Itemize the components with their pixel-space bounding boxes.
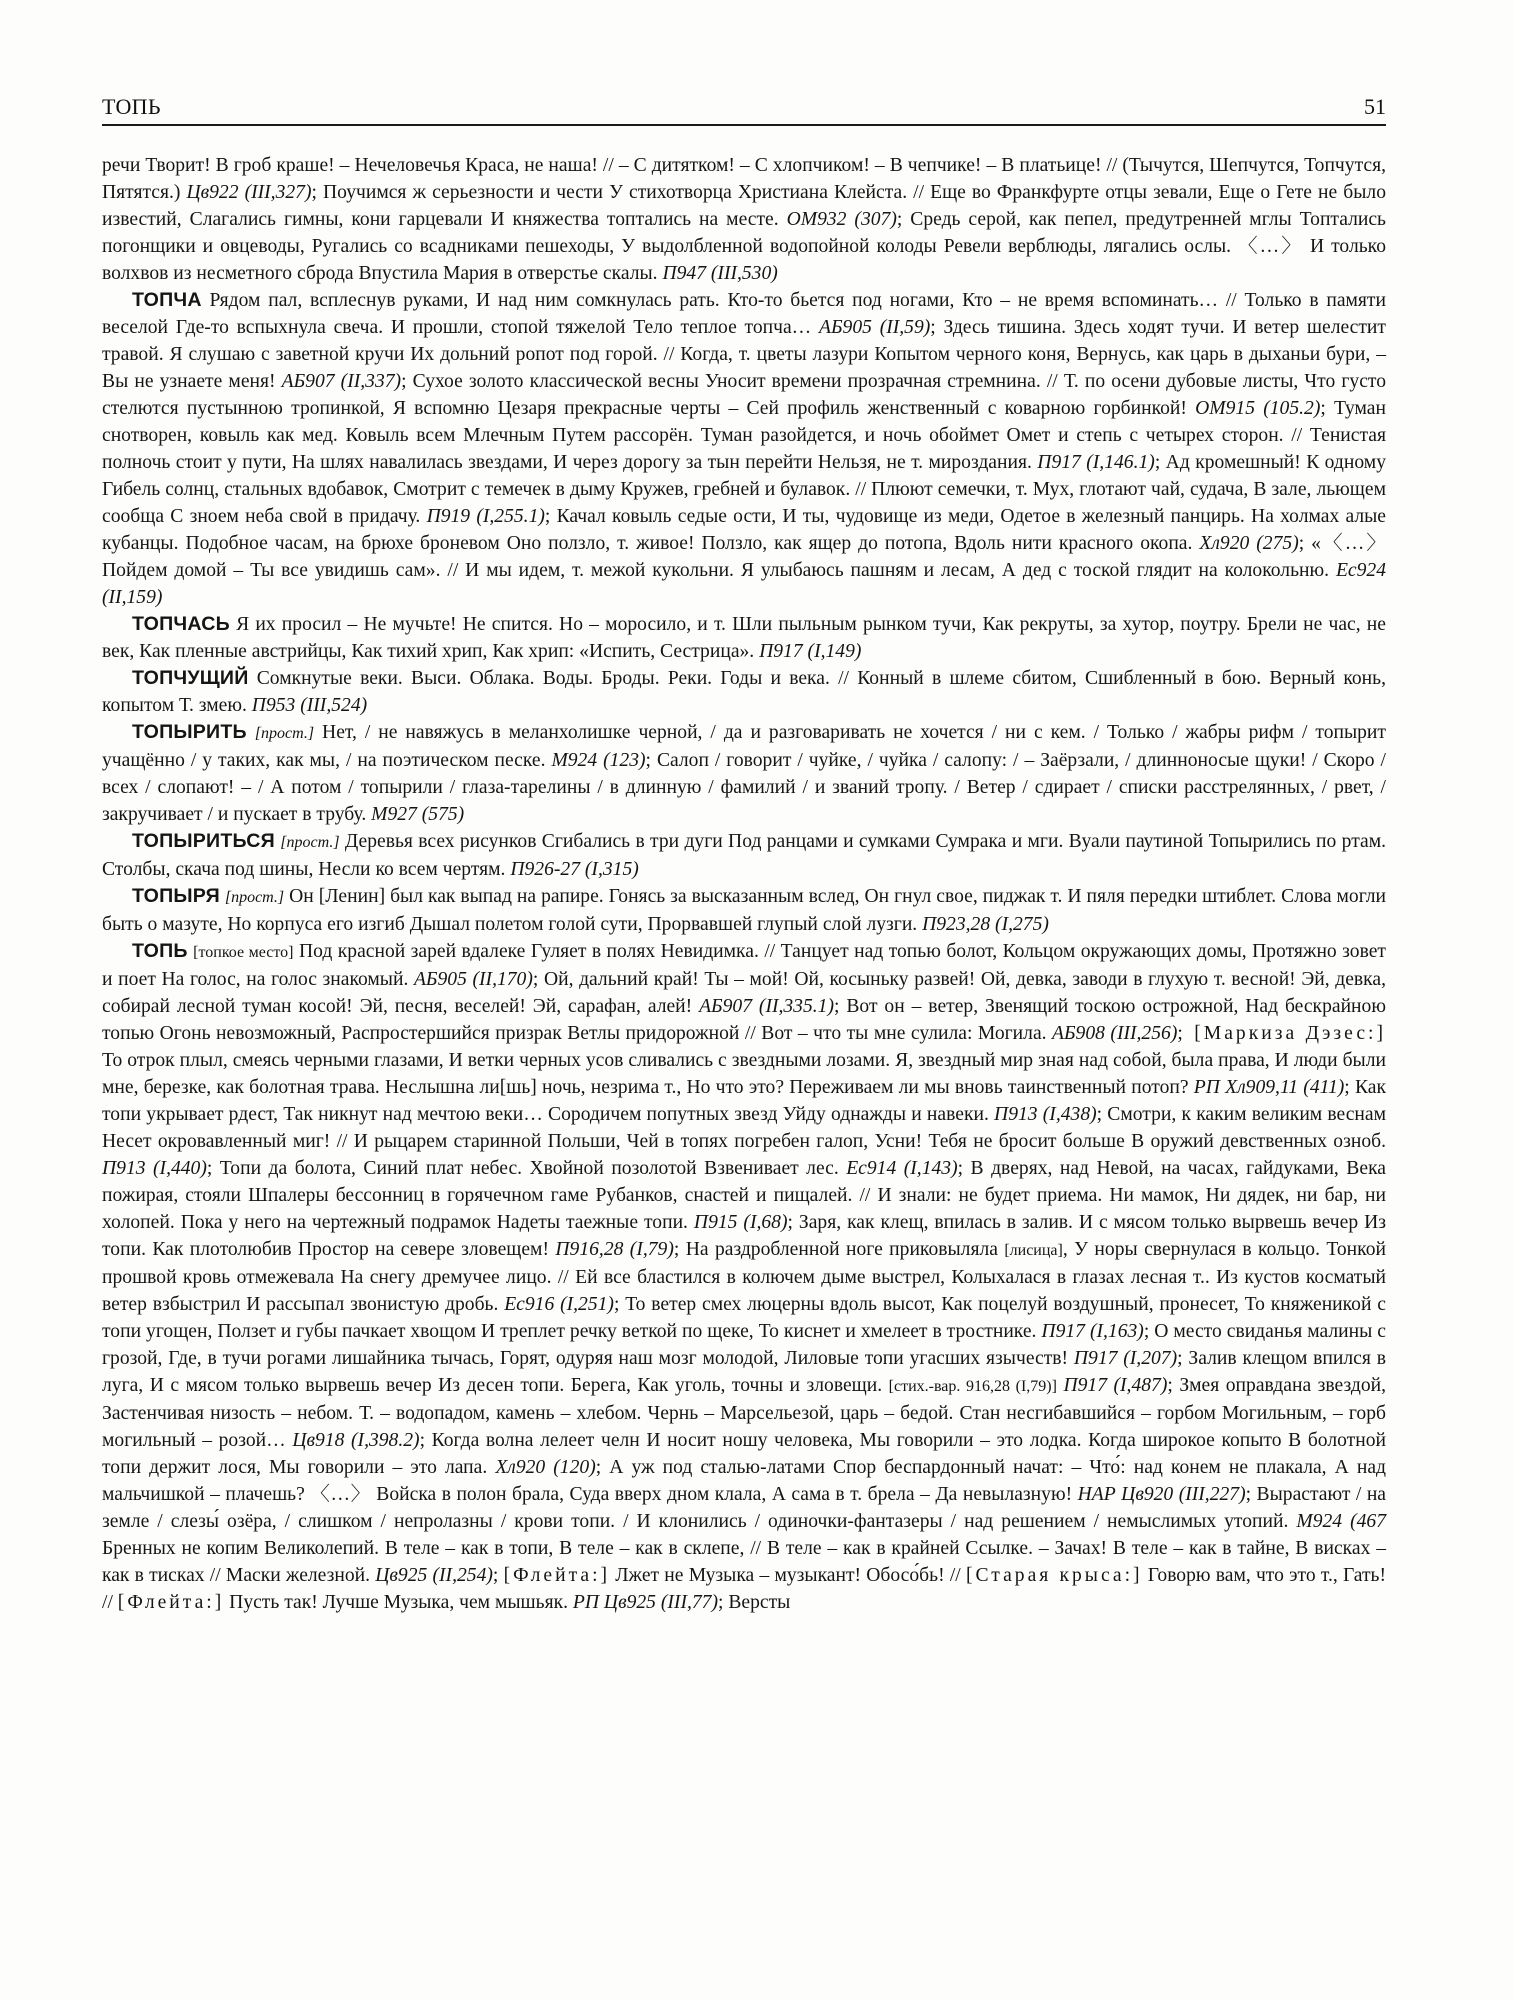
speaker-label: ; [Маркиза Дэзес:] [1177,1023,1386,1044]
editorial-note: [лисица] [1004,1242,1063,1259]
entry-text: Пусть так! Лучше Музыка, чем мышьяк. [224,1592,573,1613]
entry-text: ; Вырастают / на земле / слезы́ озёра, / слишком / непролазны / крови топи. / И клонились / одиночки-фантазеры / над решением / немыслимых утопий. [102,1484,1386,1532]
entry-text: ; О место свиданья малины с грозой, Где, в тучи рогами лишайника тычась, Горят, одуряя наш мозг молодой, Лиловые топи угасших язычеств! [102,1321,1386,1369]
source-reference: АБ908 (III,256) [1052,1023,1178,1044]
entry-text: ; То ветер смех люцерны вдоль высот, Как поцелуй воздушный, пронесет, То княженикой с топи угощен, Ползет и губы пачкает хвощом И треплет речку веткой по щеке, То киснет и хмелеет в тростнике. [102,1294,1386,1342]
source-reference: П913 (I,440) [102,1158,207,1179]
entry-text: ; Ад кромешный! К одному Гибель солнц, стальных вдобавок, Смотрит с темечек в дыму Кружев, гребней и булавок. // Плюют семечки, т. Мух, глотают чай, судача, В зале, льющем сообща С зноем неба свой в придачу. [102,452,1386,527]
source-reference: П953 (III,524) [251,695,368,716]
entry-text: ; Когда волна лелеет челн И носит ношу человека, Мы говорили – это лодка. Когда широкое копыто В болотной топи держит лося, Мы говорили – это лапа. [102,1430,1386,1478]
source-reference: П913 (I,438) [994,1104,1097,1125]
entry-text: ; Вот он – ветер, Звенящий тоскою острожной, Над бескрайною топью Огонь невозможный, Распростершийся призрак Ветлы придорожной // Вот – что ты мне сулила: Могила. [102,996,1386,1044]
entry-text: Деревья всех рисунков Сгибались в три дуги Под ранцами и сумками Сумрака и мги. Вуали паутиной Топырились по ртам. Столбы, скача под шины, Несли ко всем чертям. [102,831,1387,880]
entry-text: ; Змея оправдана звездой, Застенчивая низость – небом. Т. – водопадом, камень – хлебом. Чернь – Марсельезой, царь – бедой. Стан несгибавшийся – горбом Могильным, – горб могильный – розой… [102,1375,1386,1451]
entry-text: То отрок плыл, смеясь черными глазами, И ветки черных усов сливались с звездными лозами. Я, звездный мир зная над собой, была права, И люди были мне, березке, как болотная трава. Неслышна ли[шь] ночь, незрима т., Но что это? Переживаем ли мы вновь таинственный потоп? [102,1050,1386,1098]
source-reference: П915 (I,68) [693,1212,788,1233]
entry-text: ; На раздробленной ноге приковыляла [673,1239,1005,1260]
source-reference: Цв922 (III,327) [186,182,312,203]
entry-text: Лжет не Музыка – музыкант! Обосо́бь! // [610,1565,966,1586]
source-reference: П917 (I,207) [1073,1348,1178,1369]
headword: ТОПЫРЯ [132,885,220,907]
source-reference: Хл920 (120) [495,1457,596,1478]
running-head: ТОПЬ [102,94,161,119]
source-reference: Ес914 (I,143) [846,1158,958,1179]
headword: ТОПЫРИТЬСЯ [132,830,275,852]
entry-text: Я их просил – Не мучьте! Не спится. Но – моросило, и т. Шли пыльным рынком тучи, Как рекруты, за хутор, поутру. Брели не час, не век, Как пленные австрийцы, Как тихий хрип, Как хрип: «Испить, Сестрица». [102,614,1386,662]
source-reference: М927 (575) [371,804,465,825]
speaker-label: [Флейта:] [503,1565,611,1586]
entry-text: ; Ой, дальний край! Ты – мой! Ой, косыньку развей! Ой, девка, заводи в глухую т. весной! Эй, девка, собирай лесной туман косой! Эй, песня, веселей! Эй, сарафан, алей! [102,969,1386,1017]
source-reference: РП Хл909,11 (411) [1193,1077,1345,1098]
source-reference: ОМ915 (105.2) [1195,398,1321,419]
entry-text: ; Смотри, к каким великим веснам Несет окровавленный миг! // И рыцарем старинной Польши, Чей в топях погребен галоп, Усни! Тебя не бросит больше В оружий девственных озноб. [102,1104,1386,1152]
entry-text: Под красной зарей вдалеке Гуляет в полях Невидимка. // Танцует над топью болот, Кольцом окружающих домы, Протяжно зовет и поет На голос, на голос знакомый. [102,941,1386,990]
source-reference: П917 (I,149) [759,641,862,662]
entry-text: Говорю вам, что это т., Гать! // [102,1565,1387,1613]
dictionary-body [102,152,1386,1616]
entry-text: ; Заря, как клещ, впилась в залив. И с мясом только вырвешь вечер Из топи. Как плотолюбив Простор на севере зловещем! [102,1212,1386,1260]
dictionary-entry [102,719,1386,828]
dictionary-entry [102,938,1386,1616]
source-reference: М924 (467 [1296,1511,1387,1532]
source-reference: РП Цв925 (III,77) [572,1592,718,1613]
speaker-label: [Флейта:] [117,1592,225,1613]
headword: ТОПЫРИТЬ [132,721,247,743]
entry-text: Нет, / не навяжусь в меланхолишке черной, / да и разговаривать не хочется / ни с кем. / Только / жабры рифм / топырит учащённо / у таких, как мы, / на поэтическом песке. [102,722,1386,771]
source-reference: П947 (III,530) [662,263,778,284]
entry-text: ; Версты [717,1592,791,1613]
entry-text: ; Топи да болота, Синий плат небес. Хвойной позолотой Взвенивает лес. [206,1158,847,1179]
headword: ТОПЬ [132,940,188,962]
dictionary-entry [102,611,1386,665]
entry-text: ; «〈…〉 Пойдем домой – Ты все увидишь сам». // И мы идем, т. межой кукольни. Я улыбаюсь пашням и лесам, А дед с тоской глядит на колокольню. [102,533,1386,581]
entry-text: ; А уж под сталью-латами Спор беспардонный начат: – Что́: над конем не плакала, А над мальчишкой – плачешь? 〈…〉 Войска в полон брала, Суда вверх дном клала, А сама в т. брела – Да невылазную! [102,1457,1386,1505]
source-reference: П916,28 (I,79) [555,1239,674,1260]
source-reference: Ес916 (I,251) [504,1294,614,1315]
entry-text: ; Здесь тишина. Здесь ходят тучи. И ветер шелестит травой. Я слушаю с заветной кручи Их дольний ропот под горой. // Когда, т. цветы лазури Копытом черного коня, Вернусь, как царь в дыханьи бури, – Вы не узнаете меня! [102,317,1386,392]
entry-text: речи Творит! В гроб краше! – Нечеловечья Краса, не наша! // – С дитятком! – С хлопчиком! – В чепчике! – В платьице! // (Тычутся, Шепчутся, Топчутся, Пятятся.) [102,155,1386,203]
entry-text: ; Как топи укрывает рдест, Так никнут над мечтою веки… Сородичем попутных звезд Уйду однажды и навеки. [102,1077,1386,1125]
entry-continuation [102,152,1386,287]
dictionary-entry [102,287,1386,611]
source-reference: М924 (123) [551,750,646,771]
entry-text: ; Салоп / говорит / чуйке, / чуйка / салопу: / – Заёрзали, / длинноносые щуки! / Скоро / всех / слопают! – / А потом / топырили / глаза-тарелины / в длинную / фамилий / и званий тропу. / Ветер / сдирает / списки расстрелянных, / рвет, / закручивает / и пускает в трубу. [102,750,1386,825]
source-reference: П919 (I,255.1) [426,506,545,527]
source-reference: АБ907 (II,337) [281,371,402,392]
dictionary-entry [102,883,1386,938]
usage-label: [прост.] [254,725,315,742]
speaker-label: [Старая крыса:] [965,1565,1143,1586]
source-reference: Хл920 (275) [1199,533,1299,554]
source-reference: АБ907 (II,335.1) [699,996,834,1017]
entry-text: Сомкнутые веки. Выси. Облака. Воды. Броды. Реки. Годы и века. // Конный в шлеме сбитом, Сшибленный в бою. Верный конь, копытом Т. змею. [102,668,1386,716]
entry-text [247,722,255,743]
dictionary-entry [102,665,1386,719]
source-reference: АБ905 (II,59) [819,317,931,338]
entry-text: ; Качал ковыль седые ости, И ты, чудовище из меди, Одетое в железный панцирь. На холмах алые кубанцы. Подобное часам, на брюхе броневом Оно ползло, т. живое! Ползло, как ящер до потопа, Вдоль нити красного окопа. [102,506,1386,554]
page-number: 51 [1364,94,1386,119]
entry-text: ; Сухое золото классической весны Уносит времени прозрачная стремнина. // Т. по осени дубовые листы, Что густо стелются пустынною тропинкой, Я вспомню Цезаря прекрасные черты – Сей профиль женственный с коварною горбинкой! [102,371,1386,419]
entry-text: ; Поучимся ж серьезности и чести У стихотворца Христиана Клейста. // Еще во Франкфурте отцы зевали, Еще о Гете не было известий, Слагались гимны, кони гарцевали И княжества топтались на месте. [102,182,1387,230]
source-reference: ОМ932 (307) [786,209,897,230]
source-reference: П923,28 (I,275) [922,914,1049,935]
source-reference: П917 (I,163) [1041,1321,1144,1342]
entry-text: Бренных не копим Великолепий. В теле – как в топи, В теле – как в склепе, // В теле – как в крайней Ссылке. – Зачах! В теле – как в тайне, В висках – как в тисках // Маски железной. [102,1538,1386,1586]
source-reference: АБ905 (II,170) [413,969,533,990]
entry-text: Он [Ленин] был как выпад на рапире. Гонясь за высказанным вслед, Он гнул свое, пиджак т. И пяля передки штиблет. Слова могли быть о мазуте, Но корпуса его изгиб Дышал полетом голой сути, Прорвавшей глупый слой лузги. [102,886,1386,935]
entry-text: Рядом пал, всплеснув руками, И над ним сомкнулась рать. Кто-то бьется под ногами, Кто – не время вспоминать… // Только в памяти веселой Где-то вспыхнула свеча. И прошли, стопой тяжелой Тело теплое топча… [102,290,1386,338]
source-reference: Ес924 (II,159) [102,560,1386,608]
entry-text: ; Туман снотворен, ковыль как мед. Ковыль всем Млечным Путем рассорён. Туман разойдется, и ночь обоймет Омет и степь с четырех сторон. // Тенистая полночь стоит у пути, На шлях навалилась звездами, И через дорогу за тын перейти Нельзя, не т. мироздания. [102,398,1386,473]
page-header [102,94,1386,126]
entry-text: ; [492,1565,504,1586]
usage-label: [прост.] [224,889,285,906]
entry-text: , У норы свернулася в кольцо. Тонкой прошвой кровь отмежевала На снегу дремучее лицо. // Ей все бластился в колючем дыме выстрел, Колыхалася в глазах лесная т.. Из кустов косматый ветер взбыстрил И рассыпал звонистую дробь. [102,1239,1386,1315]
source-reference: Цв925 (II,254) [375,1565,493,1586]
entry-text: ; В дверях, над Невой, на часах, гайдуками, Века пожирая, стояли Шпалеры бессонниц в горячечном гаме Рубанков, снастей и пищалей. // И знали: не будет приема. Ни мамок, Ни дядек, ни бар, ни холопей. Пока у него на чертежный подрамок Надеты таежные топи. [102,1158,1386,1233]
entry-text: ; Средь серой, как пепел, предутренней мглы Топтались погонщики и овцеводы, Ругались со всадниками пешеходы, У выдолбленной водопойной колоды Ревели верблюды, лягались ослы. 〈…〉 И только волхвов из несметного сброда Впустила Мария в отверстье скалы. [102,209,1386,284]
headword: ТОПЧУЩИЙ [132,667,249,689]
source-reference: П926-27 (I,315) [510,859,639,880]
source-reference: НАР Цв920 (III,227) [1077,1484,1246,1505]
source-reference: Цв918 (I,398.2) [292,1430,420,1451]
headword: ТОПЧА [132,289,202,311]
entry-text: ; Залив клещом впился в луга, И с мясом только вырвешь вечер Из десен топи. Берега, Как уголь, точны и зловещи. [102,1348,1386,1396]
dictionary-entry [102,828,1386,883]
headword: ТОПЧАСЬ [132,613,230,635]
editorial-note: [стих.-вар. 916,28 (I,79)] [888,1378,1057,1395]
editorial-note: [топкое место] [193,944,294,961]
usage-label: [прост.] [280,834,340,851]
source-reference: П917 (I,487) [1063,1375,1168,1396]
source-reference: П917 (I,146.1) [1037,452,1155,473]
